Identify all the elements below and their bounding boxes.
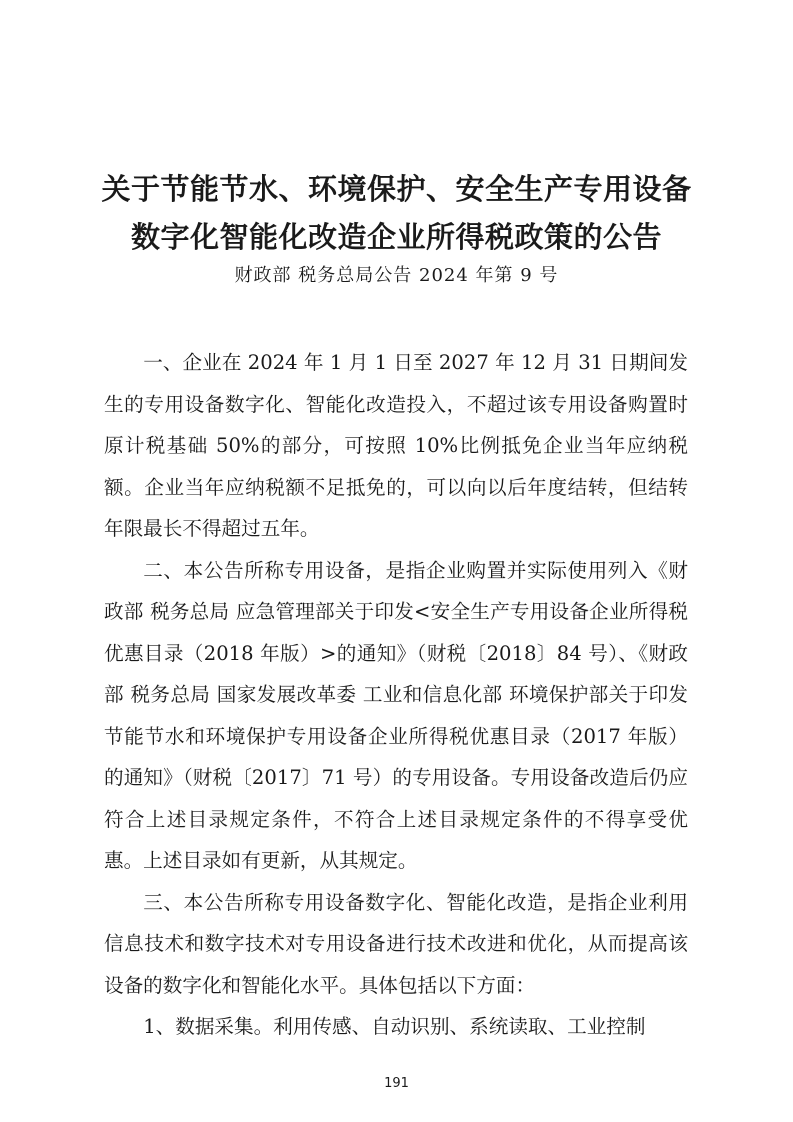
paragraph-item-1: 1、数据采集。利用传感、自动识别、系统读取、工业控制	[143, 1015, 646, 1038]
document-title-line-2: 数字化智能化改造企业所得税政策的公告	[130, 220, 662, 254]
document-subtitle: 财政部 税务总局公告 2024 年第 9 号	[234, 265, 559, 286]
document-title-line-1: 关于节能节水、环境保护、安全生产专用设备	[101, 172, 692, 206]
paragraph-article-3: 三、本公告所称专用设备数字化、智能化改造，是指企业利用信息技术和数字技术对专用设备进行技术改进和优化，从而提高该设备的数字化和智能化水平。具体包括以下方面：	[104, 890, 688, 997]
paragraph-article-2: 二、本公告所称专用设备，是指企业购置并实际使用列入《财政部 税务总局 应急管理部关于印发<安全生产专用设备企业所得税优惠目录（2018 年版）>的通知》（财税〔2018〕84 号）、《财政部 税务总局 国家发展改革委 工业和信息化部 环境保护部关于印发节能节水和环境保护专用设备企业所得税优惠目录（2017 年版）的通知》（财税〔2017〕71 号）的专用设备。专用设备改造后仍应符合上述目录规定条件，不符合上述目录规定条件的不得享受优惠。上述目录如有更新，从其规定。	[104, 558, 688, 872]
document-body	[104, 342, 688, 1048]
page-number: 191	[384, 1076, 409, 1091]
paragraph-article-1: 一、企业在 2024 年 1 月 1 日至 2027 年 12 月 31 日期间发生的专用设备数字化、智能化改造投入，不超过该专用设备购置时原计税基础 50%的部分，可按照 10%比例抵免企业当年应纳税额。企业当年应纳税额不足抵免的，可以向以后年度结转，但结转年限最长不得超过五年。	[104, 351, 688, 540]
